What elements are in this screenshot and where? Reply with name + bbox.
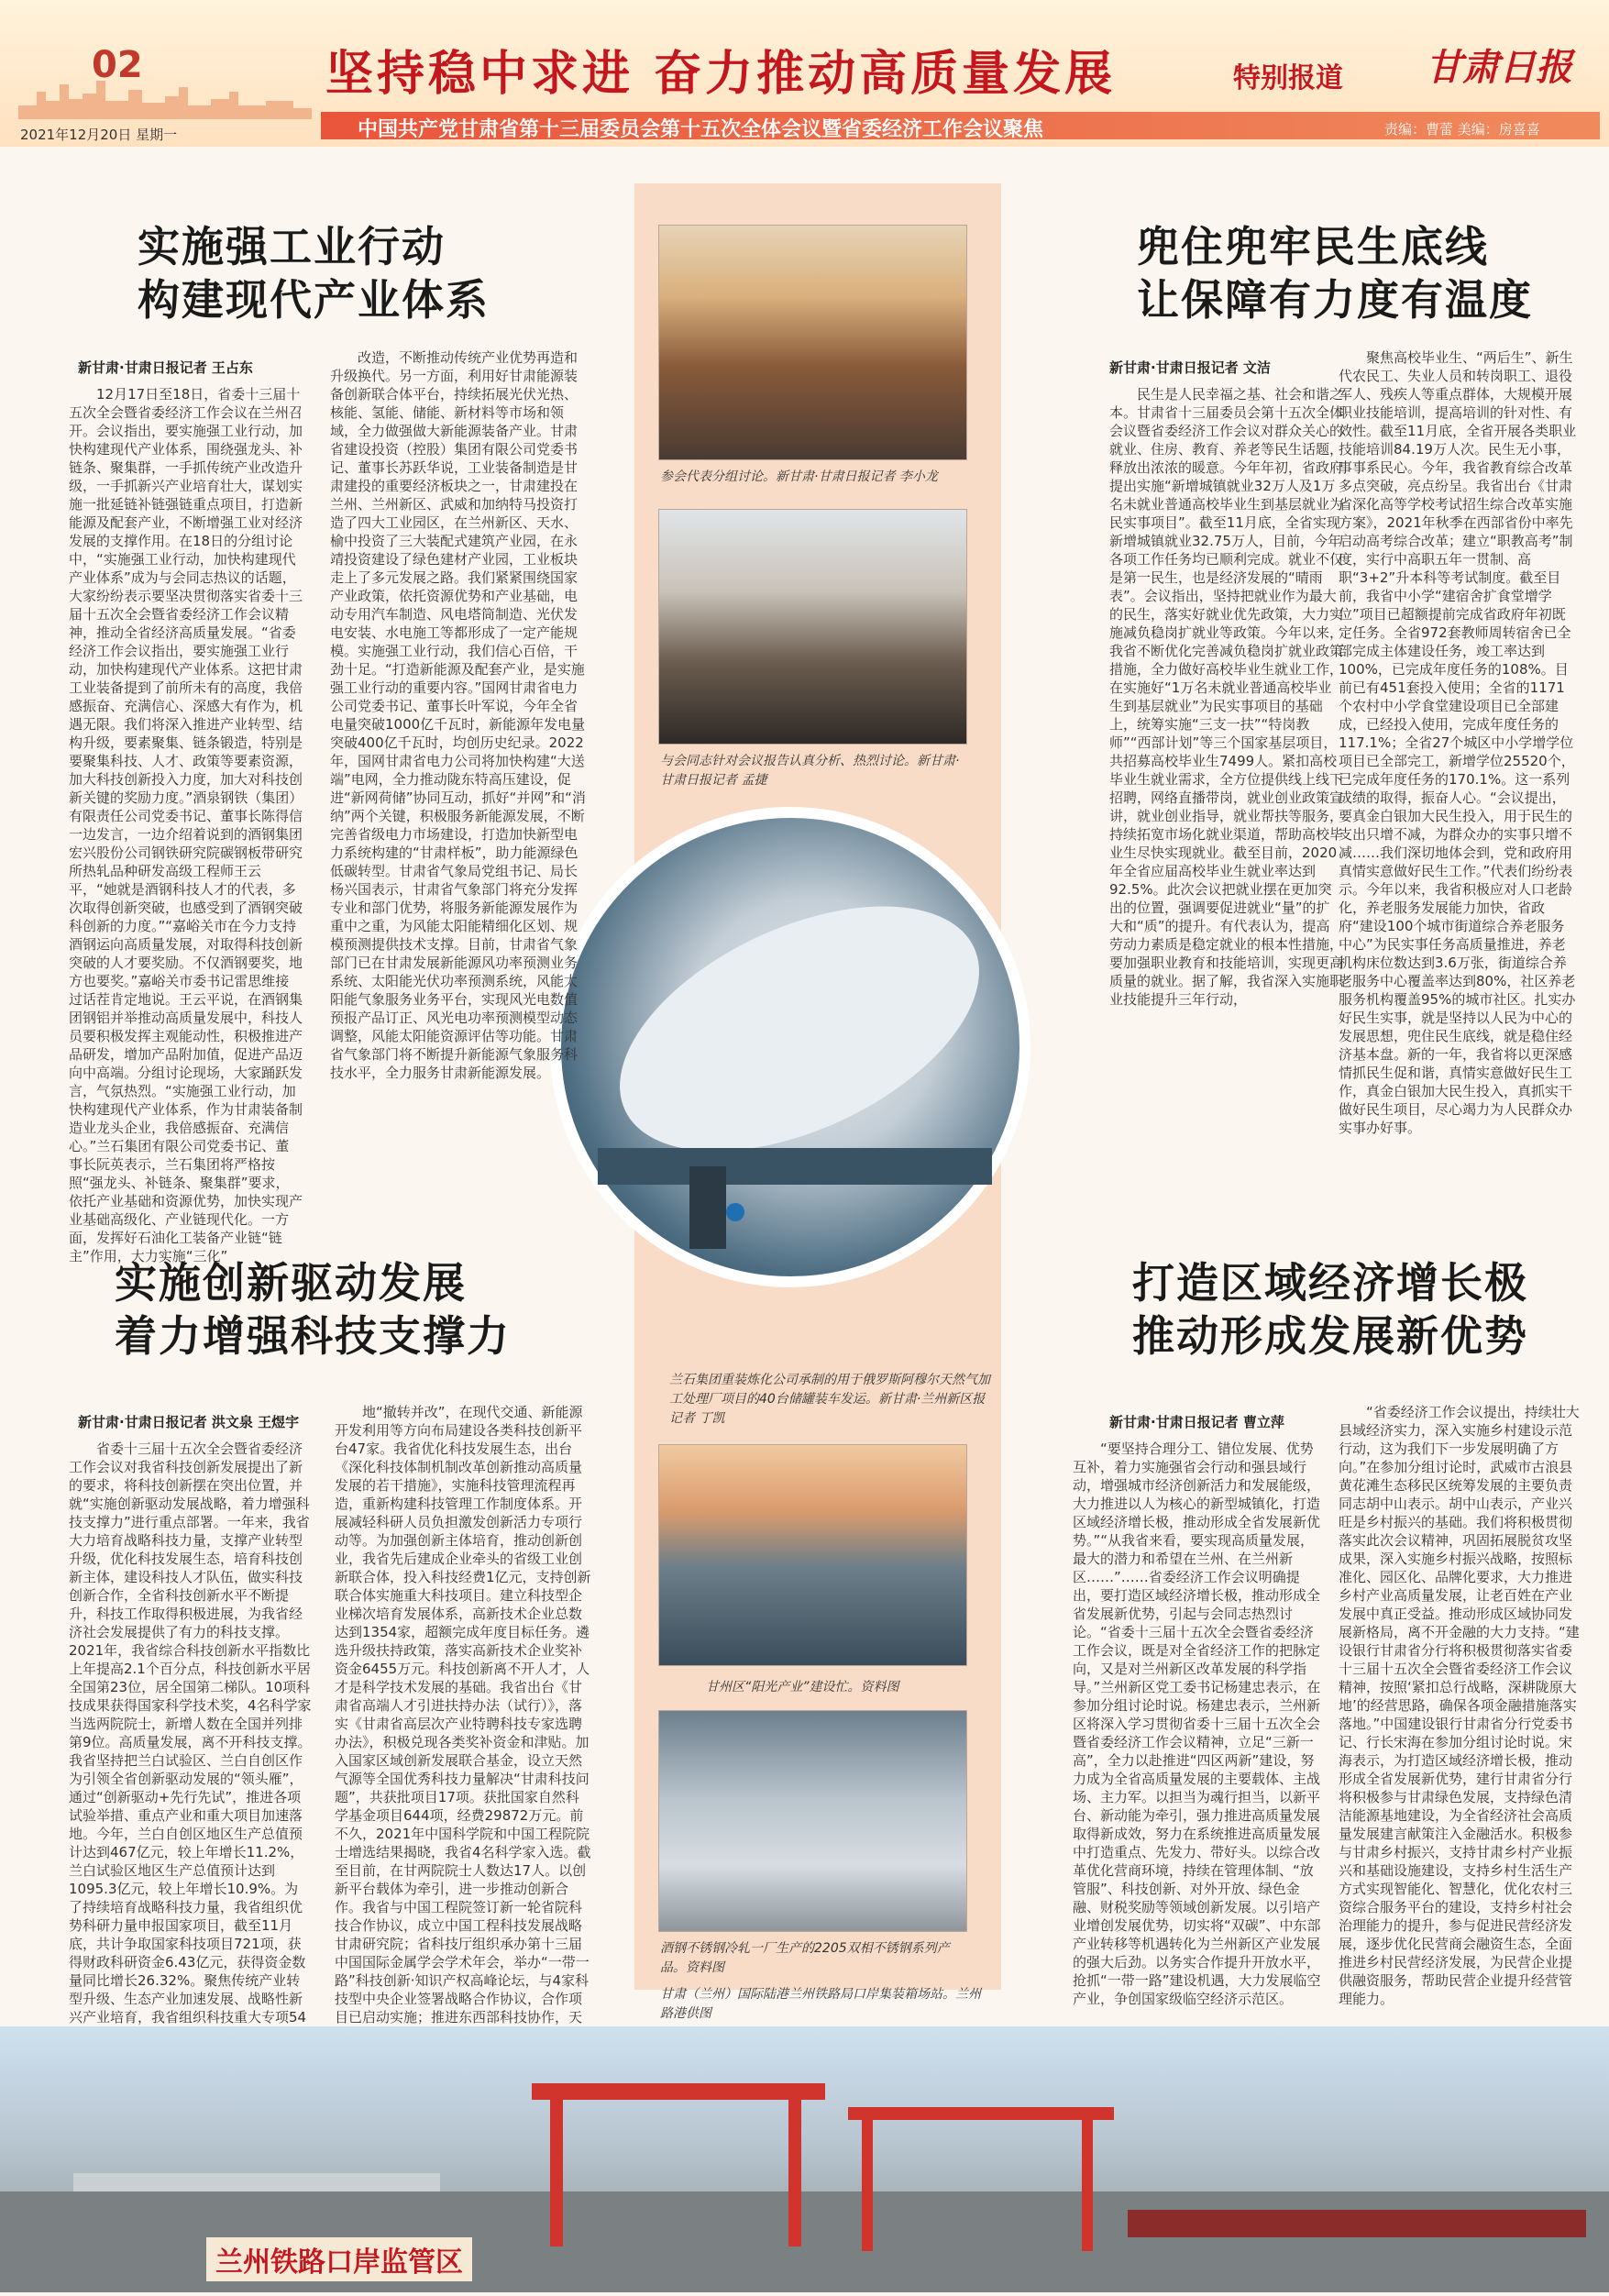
livelihood-column-1: 民生是人民幸福之基、社会和谐之本。甘肃省十三届委员会第十五次全体会议暨省委经济工作会议对群众关心的就业、住房、教育、养老等民生话题，释放出浓浓的暖意。今年年初，省政府提出实施“新增城镇就业32万人及1万名未就业普通高校毕业生到基层就业为民实事项目”。截至11月底，全省实现新增城镇就业32.75万人，目前，今年各项工作任务均已顺利完成。就业不仅是第一民生，也是经济发展的“晴雨表”。会议指出，坚持把就业作为最大的民生，落实好就业优先政策，大力实施减负稳岗扩就业等政策。今年以来，我省不断优化完善减负稳岗扩就业政策措施，全力做好高校毕业生就业工作，在实施好“1万名未就业普通高校毕业生到基层就业”为民实事项目的基础上，统筹实施“三支一扶”“特岗教师”“西部计划”等三个国家基层项目，共招募高校毕业生7499人。紧扣高校毕业生就业需求，全方位提供线上线下招聘，网络直播带岗，就业创业政策宣讲，就业创业指导，就业帮扶等服务，持续拓宽市场化就业渠道，帮助高校毕业生尽快实现就业。截至目前，2020年全省应届高校毕业生就业率达到92.5%。此次会议把就业摆在更加突出的位置，强调要促进就业“量”的扩大和“质”的提升。有代表认为，提高劳动力素质是稳定就业的根本性措施，要加强职业教育和技能培训，实现更高质量的就业。据了解，我省深入实施职业技能提升三年行动， (1109, 386, 1344, 1008)
solar-greenhouse-photo (658, 1444, 967, 1666)
innovation-section-title: 实施创新驱动发展 着力增强科技支撑力 (115, 1258, 511, 1361)
livelihood-column-2: 聚焦高校毕业生、“两后生”、新生代农民工、失业人员和转岗职工、退役军人、残疾人等重点群体，大规模开展职业技能培训，提高培训的针对性、有效性。截至11月底，全省开展各类职业技能培训84.19万人次。民生无小事，事事系民心。今年，我省教育综合改革多点突破，亮点纷呈。我省出台《甘肃省深化高等学校考试招生综合改革实施方案》，2021年秋季在西部省份中率先启动高考综合改革；建立“职教高考”制度，实行中高职五年一贯制、高职“3+2”升本科等考试制度。截至目前，我省中小学“建宿舍扩食堂增学位”项目已超额提前完成省政府年初既定任务。全省972套教师周转宿舍已全部完成主体建设任务，竣工率达到100%，已完成年度任务的108%。目前已有451套投入使用；全省的1171个农村中小学食堂建设项目已全部建成，已经投入使用，完成年度任务的117.1%；全省27个城区中小学增学位项目已全部完工，新增学位25520个，已完成年度任务的170.1%。这一系列成绩的取得，振奋人心。“会议提出，要真金白银加大民生投入，用于民生的支出只增不减，为群众办的实事只增不减……我们深切地体会到，党和政府用真情实意做好民生工作。”代表们纷纷表示。今年以来，我省积极应对人口老龄化，养老服务发展能力加快，省政府“建设100个城市街道综合养老服务中心”为民实事任务高质量推进，养老机构床位数达到3.6万张，街道综合养老服务中心覆盖率达到80%，社区养老服务机构覆盖95%的城市社区。扎实办好民生实事，就是坚持以人民为中心的发展思想，兜住民生底线，就是稳住经济基本盘。新的一年，我省将以更深感情抓民生促和谐，真情实意做好民生工作，真金白银加大民生投入，真抓实干做好民生项目，尽心竭力为人民群众办实事办好事。 (1339, 349, 1577, 1136)
photo-caption-6: 甘肃（兰州）国际陆港兰州铁路局口岸集装箱场站。兰州路港供图 (660, 1987, 981, 2021)
industry-byline: 新甘肃·甘肃日报记者 王占东 (78, 359, 253, 376)
newspaper-masthead-logo: 甘肃日报 (1426, 46, 1572, 89)
innovation-byline: 新甘肃·甘肃日报记者 洪文泉 王煜宇 (78, 1414, 300, 1430)
region-byline: 新甘肃·甘肃日报记者 曹立萍 (1109, 1414, 1284, 1430)
photo-caption-4: 甘州区“阳光产业”建设忙。资料图 (706, 1680, 899, 1694)
page-subtitle: 中国共产党甘肃省第十三届委员会第十五次全体会议暨省委经济工作会议聚焦 (358, 118, 1044, 141)
meeting-photo-1 (658, 225, 967, 460)
innovation-column-1: 省委十三届十五次全会暨省委经济工作会议对我省科技创新发展提出了新的要求，将科技创新摆在突出位置，并就“实施创新驱动发展战略，着力增强科技支撑力”进行重点部署。一年来，我省大力培育战略科技力量，支撑产业转型升级，优化科技发展生态，培育科技创新主体，建设科技人才队伍，做实科技创新合作，全省科技创新水平不断提升，科技工作取得积极进展，为我省经济社会发展提供了有力的科技支撑。2021年，我省综合科技创新水平指数比上年提高2.1个百分点，科技创新水平居全国第23位，居全国第二梯队。10项科技成果获得国家科学技术奖，4名科学家当选两院院士，新增人数在全国并列排第9位。高质量发展，离不开科技支撑。我省坚持把兰白试验区、兰白自创区作为引领全省创新驱动发展的“领头雁”，通过“创新驱动+先行先试”，推进各项试验举措、重点产业和重大项目加速落地。今年，兰白自创区地区生产总值预计达到467亿元，较上年增长11.2%，兰白试验区地区生产总值预计达到1095.3亿元，较上年增长10.9%。为了持续培育战略科技力量，我省组织优势科研力量申报国家项目，截至11月底，共计争取国家科技项目721项，获得财政科研资金6.43亿元，获得资金数量同比增长26.32%。聚焦传统产业转型升级、生态产业加速发展、战略性新兴产业培育，我省组织科技重大专项54 (69, 1441, 312, 2026)
photo-caption-2: 与会同志针对会议报告认真分析、热烈讨论。新甘肃·甘肃日报记者 孟捷 (660, 754, 960, 788)
railway-port-sign: 兰州铁路口岸监管区 (206, 2237, 472, 2281)
page-banner (0, 0, 1609, 147)
page-number: 02 (92, 44, 143, 86)
region-column-1: “要坚持合理分工、错位发展、优势互补，着力实施强省会行动和强县域行动，增强城市经济创新活力和发展能级，大力推进以人为核心的新型城镇化，打造区域经济增长极，推动形成全省发展新优势。”“从我省来看，要实现高质量发展，最大的潜力和希望在兰州、在兰州新区……”……省委经济工作会议明确提出，要打造区域经济增长极，推动形成全省发展新优势，引起与会同志热烈讨论。“省委十三届十五次全会暨省委经济工作会议，既是对全省经济工作的把脉定向，又是对兰州新区改革发展的科学指导。”兰州新区党工委书记杨建忠表示，在参加分组讨论时说。杨建忠表示，兰州新区将深入学习贯彻省委十三届十五次全会暨省委经济工作会议精神，立足“三新一高”，全力以赴推进“四区两新”建设，努力成为全省高质量发展的主要载体、主战场、主力军。以担当为魂行担当，以新平台、新动能为牵引，强力推进高质量发展取得新成效，努力在系统推进高质量发展中打造重点、先发力、带好头。以综合改革优化营商环境，持续在管理体制、“放管服”、科技创新、对外开放、绿色金融、财税奖励等领域创新发展。以引培产业增创发展优势，切实将“双碳”、中东部产业转移等机遇转化为兰州新区产业发展的强大后劲。以务实合作提升开放水平，抢抓“一带一路”建设机遇，大力发展临空产业，争创国家级临空经济示范区。 (1073, 1441, 1321, 2007)
livelihood-section-title: 兜住兜牢民生底线 让保障有力度有温度 (1137, 222, 1533, 325)
city-skyline-illustration (18, 73, 312, 119)
storage-tank-illustration (561, 818, 1019, 1276)
page-headline: 坚持稳中求进 奋力推动高质量发展 (325, 47, 1117, 102)
special-report-tag: 特别报道 (1233, 62, 1343, 94)
issue-date: 2021年12月20日 星期一 (20, 127, 178, 143)
industry-column-2: 改造，不断推动传统产业优势再造和升级换代。另一方面，利用好甘肃能源装备创新联合体平台，持续拓展光伏光热、核能、氢能、储能、新材料等市场和领域，全力做强做大新能源装备产业。甘肃省建设投资（控股）集团有限公司党委书记、董事长苏跃华说，工业装备制造是甘肃建投的重要经济板块之一，甘肃建投在兰州、兰州新区、武威和加纳特马投资打造了四大工业园区，在兰州新区、天水、榆中投资了三大装配式建筑产业园，在永靖投资建设了绿色建材产业园，工业板块走上了多元发展之路。我们紧紧围绕国家产业政策，依托资源优势和产业基础，电动专用汽车制造、风电塔筒制造、光伏发电安装、水电施工等都形成了一定产能规模。实施强工业行动，我们信心百倍，干劲十足。“打造新能源及配套产业，是实施强工业行动的重要内容。”国网甘肃省电力公司党委书记、董事长叶军说，今年全省电量突破1000亿千瓦时，新能源年发电量突破400亿千瓦时，均创历史纪录。2022年，国网甘肃省电力公司将加快构建“大送端”电网，全力推动陇东特高压建设，促进“新网荷储”协同互动，抓好“并网”和“消纳”两个关键，积极服务新能源发展，不断完善省级电力市场建设，打造加快新型电力系统构建的“甘肃样板”，助力能源绿色低碳转型。甘肃省气象局党组书记、局长杨兴国表示，甘肃省气象部门将充分发挥专业和部门优势，将服务新能源发展作为重中之重，为风能太阳能精细化区划、规模预测提供技术支撑。目前，甘肃省气象部门已在甘肃发展新能源风功率预测业务系统、太阳能光伏功率预测系统，风能太阳能气象服务业务平台，实现风光电数值预报产品订正、风光电功率预测模型动态调整，风能太阳能资源评估等功能。甘肃省气象部门将不断提升新能源气象服务科技水平，全力服务甘肃新能源发展。 (330, 349, 586, 1081)
steel-coil-photo (658, 1710, 967, 1932)
industry-section-title: 实施强工业行动 构建现代产业体系 (138, 222, 490, 325)
region-section-title: 打造区域经济增长极 推动形成发展新优势 (1132, 1258, 1528, 1361)
innovation-column-2: 地“撤转并改”，在现代交通、新能源开发利用等方向布局建设各类科技创新平台47家。我省优化科技发展生态，出台《深化科技体制机制改革创新推动高质量发展的若干措施》，实施科技管理流程再造，重新构建科技管理工作制度体系。开展减轻科研人员负担激发创新活力专项行动等。为加强创新主体培育，推动创新创业，我省先后建成企业牵头的省级工业创新联合体，投入科技经费1亿元，支持创新联合体实施重大科技项目。建立科技型企业梯次培育发展体系，高新技术企业总数达到1354家，超额完成年度目标任务。遴选升级扶持政策，落实高新技术企业奖补资金6455万元。科技创新离不开人才，人才是科学技术发展的基础。我省出台《甘肃省高端人才引进扶持办法（试行）》，落实《甘肃省高层次产业特聘科技专家选聘办法》，积极兑现各类奖补资金和津贴。加入国家区域创新发展联合基金，设立天然气源等全国优秀科技力量解决“甘肃科技问题”，共获批项目17项。获批国家自然科学基金项目644项，经费29872万元。前不久，2021年中国科学院和中国工程院院士增选结果揭晓，我省4名科学家入选。截至目前，在甘两院院士人数达17人。以创新平台载体为牵引，进一步推动创新合作。我省与中国工程院签订新一轮省院科技合作协议，成立中国工程科技发展战略甘肃研究院；省科技厅组织承办第十三届中国国际金属学会学术年会，举办“一带一路”科技创新·知识产权高峰论坛，与4家科技型中央企业签署战略合作协议，合作项目已启动实施；推进东西部科技协作，天 (335, 1404, 591, 2026)
livelihood-byline: 新甘肃·甘肃日报记者 文洁 (1109, 359, 1271, 376)
photo-caption-1: 参会代表分组讨论。新甘肃·甘肃日报记者 李小龙 (660, 469, 938, 484)
industry-column-1: 12月17日至18日，省委十三届十五次全会暨省委经济工作会议在兰州召开。会议指出，要实施强工业行动，加快构建现代产业体系，围绕强龙头、补链条、聚集群，一手抓传统产业改造升级，一手抓新兴产业培育壮大，谋划实施一批延链补链强链重点项目，打造新能源及配套产业，不断增强工业对经济发展的支撑作用。在18日的分组讨论中，“实施强工业行动，加快构建现代产业体系”成为与会同志热议的话题，大家纷纷表示要坚决贯彻落实省委十三届十五次全会暨省委经济工作会议精神，推动全省经济高质量发展。“省委经济工作会议指出，要实施强工业行动，加快构建现代产业体系。这把甘肃工业装备提到了前所未有的高度，我倍感振奋、充满信心、深感大有作为，机遇无限。我们将深入推进产业转型、结构升级，要素聚集、链条锻造，特别是要聚集科技、人才、政策等要素资源，加大科技创新投入力度，加大对科技创新关键的奖励力度。”酒泉钢铁（集团）有限责任公司党委书记、董事长陈得信一边发言，一边介绍着说到的酒钢集团宏兴股份公司钢铁研究院碳钢板带研究所热轧品种研发高级工程师王云平，“她就是酒钢科技人才的代表，多次取得创新突破，也感受到了酒钢突破科创新的力度。”“嘉峪关市在今力支持酒钢运向高质量发展，对取得科技创新突破的人才要奖励。不仅酒钢要奖，地方也要奖。”嘉峪关市委书记雷思维接过话茬肯定地说。王云平说，在酒钢集团钢铝并举推动高质量发展中，科技人员要积极发挥主观能动性，积极推进产品研发，增加产品附加值，促进产品迈向中高端。分组讨论现场，大家踊跃发言，气氛热烈。“实施强工业行动，加快构建现代产业体系，作为甘肃装备制造业龙头企业，我倍感振奋、充满信心。”兰石集团有限公司党委书记、董事长阮英表示，兰石集团将严格按照“强龙头、补链条、聚集群”要求，依托产业基础和资源优势，加快实现产业基础高级化、产业链现代化。一方面，发挥好石油化工装备产业链“链主”作用，大力实施“三化” (69, 386, 303, 1264)
storage-tank-circle-photo (550, 807, 1030, 1287)
editor-credits: 责编：曹蕾 美编：房喜喜 (1384, 121, 1540, 138)
meeting-photo-2 (658, 509, 967, 745)
region-column-2: “省委经济工作会议提出，持续壮大县域经济实力，深入实施乡村建设示范行动，这为我们下一步发展明确了方向。”在参加分组讨论时，武威市古浪县黄花滩生态移民区统筹发展的主要负责同志胡中山表示。胡中山表示，产业兴旺是乡村振兴的基础。我们将积极贯彻落实此次会议精神，巩固拓展脱贫攻坚成果，深入实施乡村振兴战略，按照标准化、园区化、品牌化要求，大力推进乡村产业高质量发展，让老百姓在产业发展中真正受益。推动形成区域协同发展新格局，离不开金融的大力支持。“建设银行甘肃省分行将积极贯彻落实省委十三届十五次全会暨省委经济工作会议精神，按照‘紧扣总行战略，深耕陇原大地’的经营思路，确保各项金融措施落实落地。”中国建设银行甘肃省分行党委书记、行长宋海在参加分组讨论时说。宋海表示，为打造区域经济增长极，推动形成全省发展新优势，建行甘肃省分行将积极参与甘肃绿色发展，支持绿色清洁能源基地建设，为全省经济社会高质量发展建言献策注入金融活水。积极参与甘肃乡村振兴，支持甘肃乡村产业振兴和基础设施建设，支持乡村生活生产方式实现智能化、智慧化，优化农村三资综合服务平台的建设，支持乡村社会治理能力的提升，参与促进民营经济发展，逐步优化民营商会融资生态，全面推进乡村民营经济发展，为民营企业提供融资服务，帮助民营企业提升经营管理能力。 (1339, 1404, 1580, 2007)
photo-caption-3: 兰石集团重装炼化公司承制的用于俄罗斯阿穆尔天然气加工处理厂项目的40台储罐装车发运。新甘肃·兰州新区报记者 丁凯 (669, 1373, 990, 1426)
photo-caption-5: 酒钢不锈钢冷轧一厂生产的2205双相不锈钢系列产品。资料图 (660, 1941, 950, 1975)
